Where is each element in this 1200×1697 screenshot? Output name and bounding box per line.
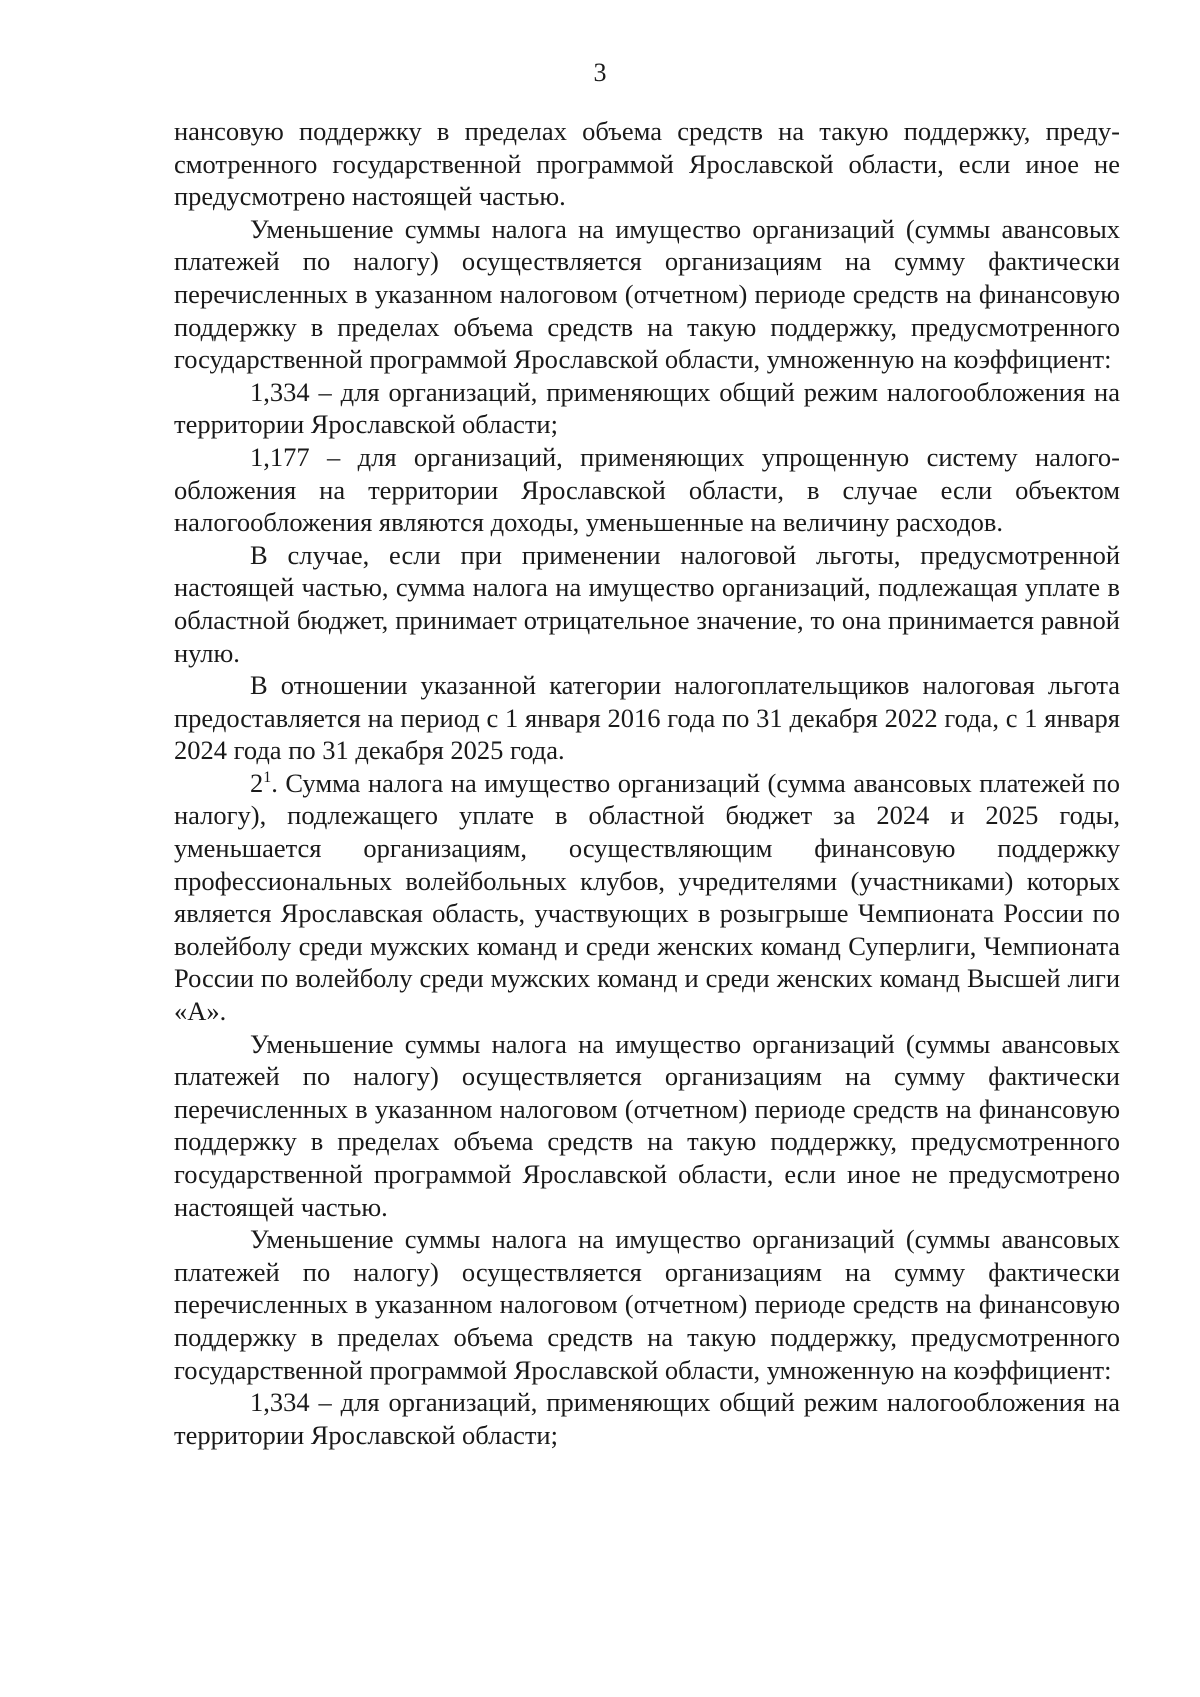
document-body bbox=[174, 115, 1120, 1451]
page-number: 3 bbox=[593, 58, 607, 87]
paragraph-coefficient-general-2: 1,334 – для организаций, применяющих общий режим налогообложения на территории Ярославской области; bbox=[174, 1387, 1120, 1450]
paragraph-reduction-rule-2: Уменьшение суммы налога на имущество организаций (суммы авансовых платежей по налогу) осуществляется организациям на сумму фактически перечисленных в указанном налоговом (отчетном) периоде средств на финансовую поддержку в пределах объема средств на такую поддержку, предусмотренного государственной программой Ярославской области, если иное не предусмотрено настоящей частью. bbox=[174, 1028, 1120, 1222]
paragraph-benefit-period: В отношении указанной категории налогоплательщиков налоговая льгота предоставляется на период с 1 января 2016 года по 31 декабря 2022 года, с 1 января 2024 года по 31 декабря 2025 года. bbox=[174, 670, 1120, 766]
paragraph-negative-value: В случае, если при применении налоговой льготы, предусмотренной настоящей частью, сумма налога на имущество организаций, подлежащая уплате в областной бюджет, принимает отрицательное значение, то она принимается равной нулю. bbox=[174, 539, 1120, 668]
clause-superscript: 1 bbox=[263, 768, 272, 786]
paragraph-reduction-coefficient-2: Уменьшение суммы налога на имущество организаций (суммы авансовых платежей по налогу) осуществляется организациям на сумму фактически перечисленных в указанном налоговом (отчетном) периоде средств на финансовую поддержку в пределах объема средств на такую поддержку, предусмотренного государственной программой Ярославской области, умноженную на коэффициент: bbox=[174, 1224, 1120, 1385]
paragraph-continuation: нансовую поддержку в пределах объема средств на такую поддержку, предусмотренного государственной программой Ярославской области, если иное не предусмотрено настоящей частью. bbox=[174, 116, 1120, 212]
paragraph-coefficient-general: 1,334 – для организаций, применяющих общий режим налогообложения на территории Ярославской области; bbox=[174, 376, 1120, 440]
clause-text: . Сумма налога на имущество организаций (сумма авансовых платежей по налогу), подлежащего уплате в областной бюджет за 2024 и 2025 годы, уменьшается организациям, осуществляющим финансовую поддержку профессиональных волейбольных клубов, учредителями (участниками) которых является Ярославская область, участвующих в розыгрыше Чемпионата России по волейболу среди мужских команд и среди женских команд Суперлиги, Чемпионата России по волейболу среди мужских команд и среди женских команд Высшей лиги «А». bbox=[174, 767, 1120, 1027]
paragraph-clause-2-1 bbox=[174, 767, 1120, 1028]
paragraph-reduction-rule: Уменьшение суммы налога на имущество организаций (суммы авансовых платежей по налогу) осуществляется организациям на сумму фактически перечисленных в указанном налоговом (отчетном) периоде средств на финансовую поддержку в пределах объема средств на такую поддержку, предусмотренного государственной программой Ярославской области, умноженную на коэффициент: bbox=[174, 213, 1120, 375]
clause-number: 2 bbox=[250, 767, 264, 798]
paragraph-coefficient-simplified: 1,177 – для организаций, применяющих упрощенную систему налогообложения на территории Ярославской области, в случае если объектом налогообложения являются доходы, уменьшенные на величину расходов. bbox=[174, 441, 1120, 538]
